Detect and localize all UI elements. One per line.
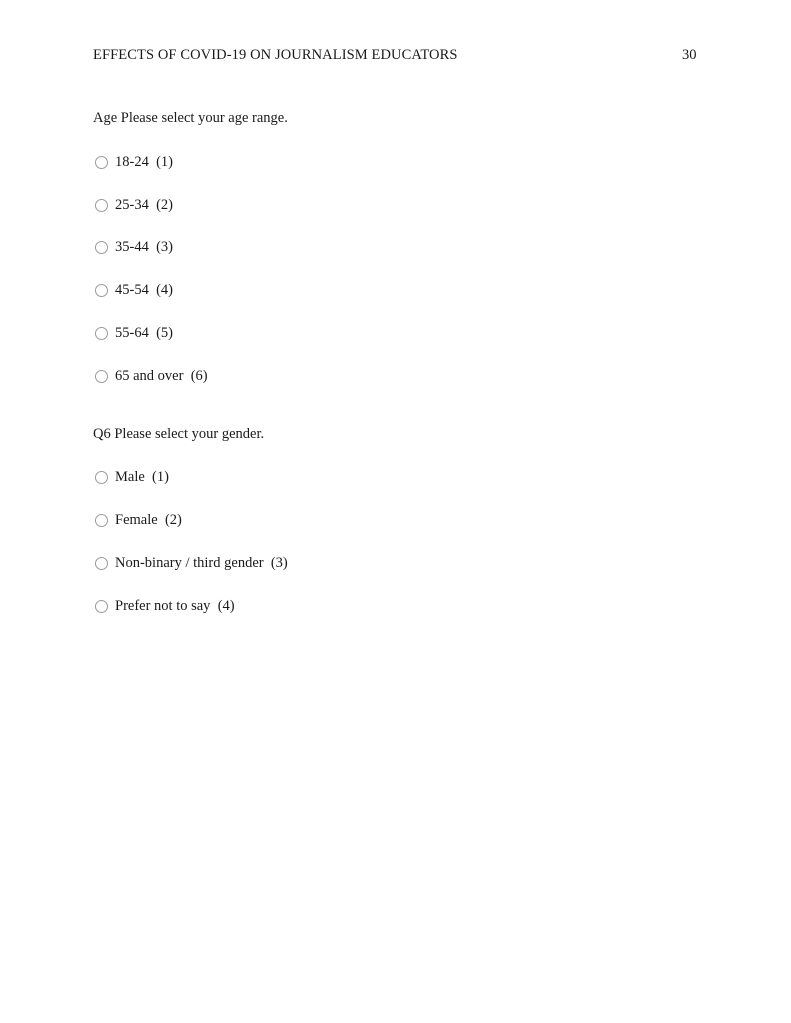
radio-button-icon[interactable] [95, 471, 108, 484]
option-label: 35-44 [115, 238, 149, 255]
page-number: 30 [682, 47, 697, 63]
option-label: Prefer not to say [115, 597, 211, 614]
option-label: 55-64 [115, 324, 149, 341]
radio-button-icon[interactable] [95, 199, 108, 212]
option-age-35-44[interactable] [95, 238, 173, 256]
option-label: Male [115, 468, 145, 485]
option-label: 18-24 [115, 153, 149, 170]
option-code: (3) [156, 238, 174, 255]
radio-button-icon[interactable] [95, 600, 108, 613]
option-code: (5) [156, 324, 174, 341]
option-age-25-34[interactable] [95, 196, 173, 214]
question-age-text: Age Please select your age range. [93, 110, 288, 126]
option-code: (2) [164, 511, 182, 528]
option-code: (4) [156, 281, 174, 298]
option-age-18-24[interactable] [95, 153, 173, 171]
option-label: 65 and over [115, 367, 184, 384]
radio-button-icon[interactable] [95, 241, 108, 254]
option-gender-male[interactable] [95, 468, 169, 486]
option-label: 45-54 [115, 281, 149, 298]
radio-button-icon[interactable] [95, 370, 108, 383]
option-code: (1) [152, 468, 169, 485]
option-code: (4) [217, 597, 235, 614]
option-age-65-and-over[interactable] [95, 367, 208, 385]
radio-button-icon[interactable] [95, 557, 108, 570]
option-gender-female[interactable] [95, 511, 182, 529]
option-gender-prefer-not-to-say[interactable] [95, 597, 235, 615]
option-label: 25-34 [115, 196, 149, 213]
option-gender-non-binary[interactable] [95, 554, 288, 572]
option-code: (6) [190, 367, 208, 384]
option-code: (2) [156, 196, 174, 213]
radio-button-icon[interactable] [95, 284, 108, 297]
radio-button-icon[interactable] [95, 156, 108, 169]
radio-button-icon[interactable] [95, 327, 108, 340]
option-code: (1) [156, 153, 174, 170]
question-gender-text: Q6 Please select your gender. [93, 426, 265, 442]
option-code: (3) [270, 554, 288, 571]
option-label: Female [115, 511, 158, 528]
radio-button-icon[interactable] [95, 514, 108, 527]
option-label: Non-binary / third gender [115, 554, 264, 571]
option-age-45-54[interactable] [95, 281, 173, 299]
running-head: EFFECTS OF COVID-19 ON JOURNALISM EDUCATORS [93, 47, 458, 63]
option-age-55-64[interactable] [95, 324, 173, 342]
